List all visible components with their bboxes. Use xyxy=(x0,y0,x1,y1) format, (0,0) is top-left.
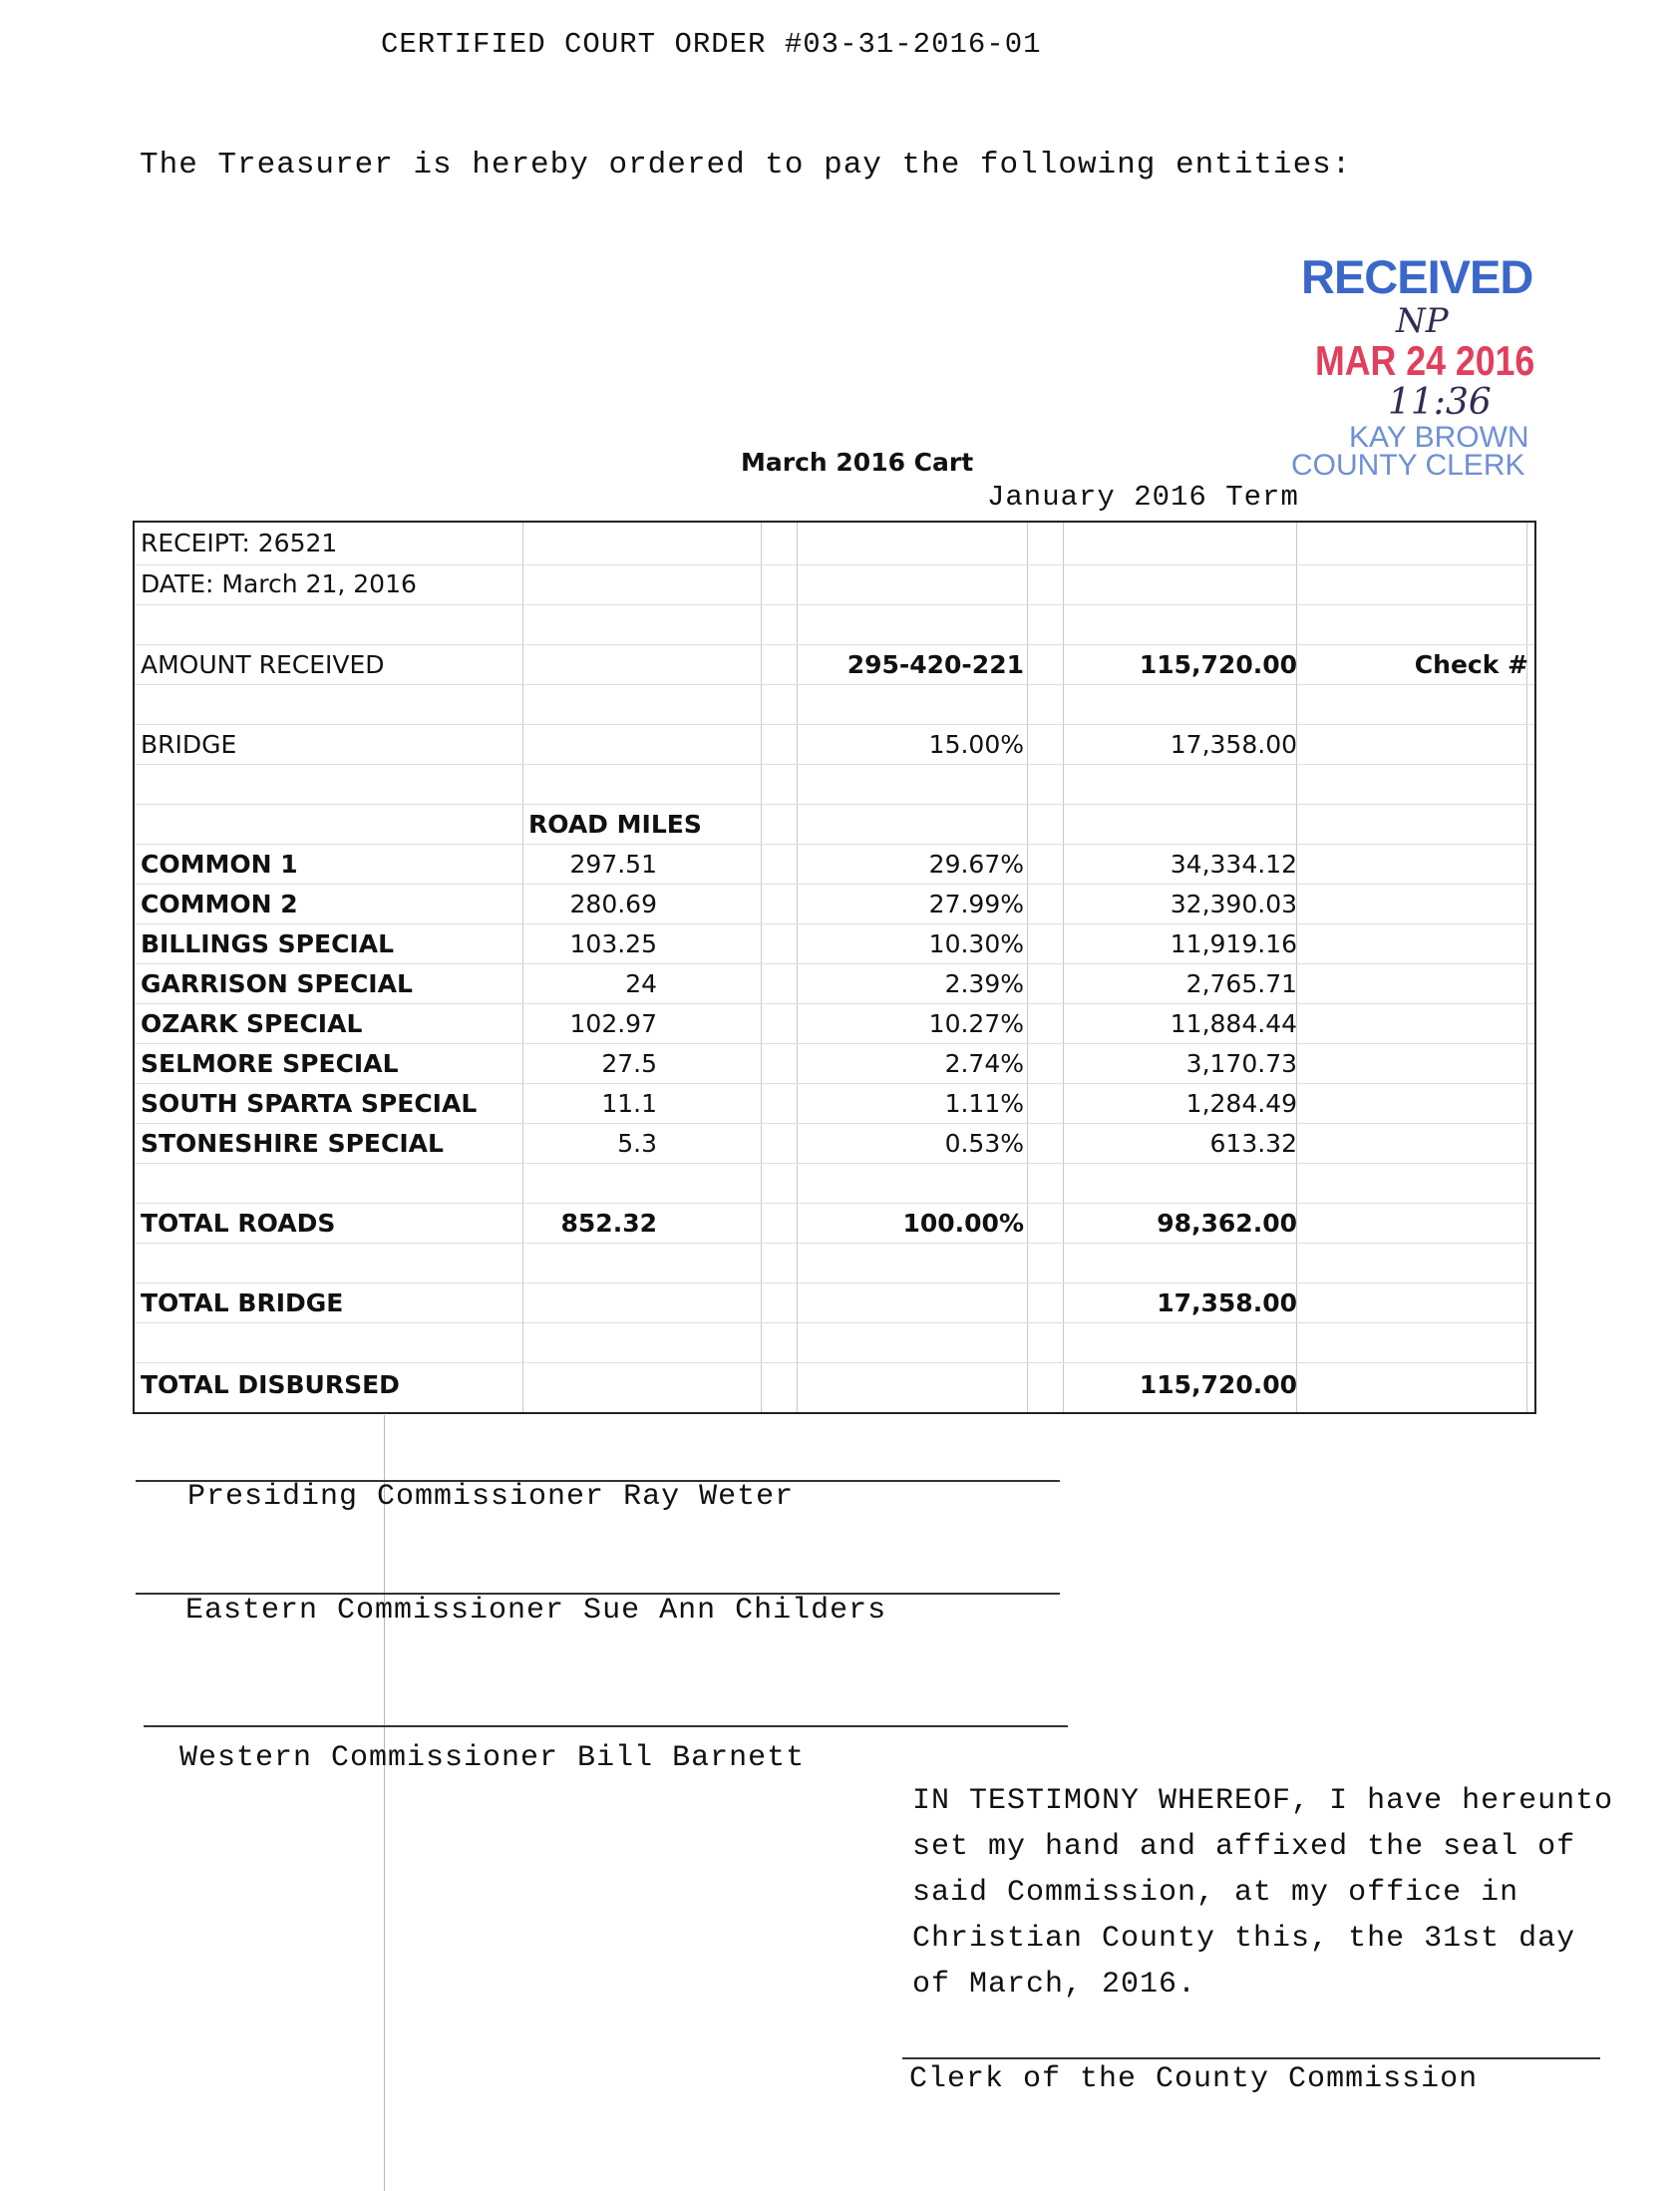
row-amount: 11,919.16 xyxy=(1170,929,1297,958)
testimony-line: set my hand and affixed the seal of xyxy=(912,1830,1576,1864)
row-label: SOUTH SPARTA SPECIAL xyxy=(141,1089,478,1118)
row-miles: 297.51 xyxy=(569,850,657,879)
account-number: 295-420-221 xyxy=(846,650,1024,679)
table-row xyxy=(135,1003,1534,1043)
table-row xyxy=(135,1123,1534,1163)
row-label: COMMON 1 xyxy=(141,850,298,879)
signature-presiding: Presiding Commissioner Ray Weter xyxy=(187,1480,795,1514)
date-label: DATE: March 21, 2016 xyxy=(141,569,417,598)
check-number-label: Check # xyxy=(1414,650,1528,679)
row-label: OZARK SPECIAL xyxy=(141,1009,363,1038)
testimony-line: IN TESTIMONY WHEREOF, I have hereunto xyxy=(912,1784,1614,1818)
table-row xyxy=(135,1043,1534,1083)
row-pct: 2.39% xyxy=(944,969,1024,998)
row-miles: 27.5 xyxy=(601,1049,657,1078)
road-miles-header-row xyxy=(135,804,1534,844)
table-row xyxy=(135,963,1534,1003)
row-label: GARRISON SPECIAL xyxy=(141,969,413,998)
term-label: January 2016 Term xyxy=(987,481,1299,514)
total-roads-label: TOTAL ROADS xyxy=(141,1209,336,1238)
stamp-initials: NP xyxy=(1396,301,1449,341)
row-label: COMMON 2 xyxy=(141,890,298,918)
row-miles: 103.25 xyxy=(569,929,657,958)
row-amount: 11,884.44 xyxy=(1170,1009,1297,1038)
total-disbursed-row xyxy=(135,1364,1534,1404)
testimony-paragraph xyxy=(912,1778,1670,2008)
scan-line-artifact xyxy=(384,1415,385,2191)
row-amount: 3,170.73 xyxy=(1185,1049,1297,1078)
bridge-pct: 15.00% xyxy=(928,730,1024,759)
row-amount: 34,334.12 xyxy=(1170,850,1297,879)
row-pct: 1.11% xyxy=(944,1089,1024,1118)
bridge-row xyxy=(135,724,1534,764)
road-miles-header: ROAD MILES xyxy=(528,810,702,839)
receipt-label: RECEIPT: 26521 xyxy=(141,529,338,557)
table-row xyxy=(135,923,1534,963)
intro-text: The Treasurer is hereby ordered to pay the following entities: xyxy=(140,148,1352,183)
row-pct: 27.99% xyxy=(928,890,1024,918)
testimony-line: Christian County this, the 31st day xyxy=(912,1922,1576,1956)
signature-western: Western Commissioner Bill Barnett xyxy=(179,1741,806,1775)
disbursement-table xyxy=(133,521,1536,1414)
amount-received-value: 115,720.00 xyxy=(1139,650,1297,679)
row-pct: 0.53% xyxy=(944,1129,1024,1158)
row-miles: 11.1 xyxy=(601,1089,657,1118)
signature-line xyxy=(144,1725,1068,1727)
date-row xyxy=(135,563,1534,603)
stamp-clerk-name: KAY BROWN xyxy=(1349,421,1529,454)
bridge-amount: 17,358.00 xyxy=(1170,730,1297,759)
table-row xyxy=(135,1083,1534,1123)
row-label: BILLINGS SPECIAL xyxy=(141,929,395,958)
total-roads-pct: 100.00% xyxy=(902,1209,1024,1238)
row-miles: 24 xyxy=(625,969,657,998)
row-pct: 10.30% xyxy=(928,929,1024,958)
total-roads-amount: 98,362.00 xyxy=(1157,1209,1297,1238)
testimony-line: of March, 2016. xyxy=(912,1968,1197,2002)
row-pct: 29.67% xyxy=(928,850,1024,879)
table-row xyxy=(135,844,1534,884)
order-title: CERTIFIED COURT ORDER #03-31-2016-01 xyxy=(381,28,1042,61)
bridge-label: BRIDGE xyxy=(141,730,237,759)
total-bridge-row xyxy=(135,1282,1534,1322)
row-label: SELMORE SPECIAL xyxy=(141,1049,399,1078)
clerk-signature-label: Clerk of the County Commission xyxy=(909,2062,1479,2096)
table-row xyxy=(135,884,1534,923)
total-bridge-label: TOTAL BRIDGE xyxy=(141,1288,344,1317)
amount-received-label: AMOUNT RECEIVED xyxy=(141,650,385,679)
row-pct: 2.74% xyxy=(944,1049,1024,1078)
row-amount: 613.32 xyxy=(1209,1129,1297,1158)
signature-eastern: Eastern Commissioner Sue Ann Childers xyxy=(185,1594,887,1628)
clerk-signature-line xyxy=(902,2057,1600,2059)
total-disbursed-amount: 115,720.00 xyxy=(1139,1370,1297,1399)
row-amount: 32,390.03 xyxy=(1170,890,1297,918)
total-roads-row xyxy=(135,1203,1534,1243)
row-miles: 280.69 xyxy=(569,890,657,918)
row-amount: 2,765.71 xyxy=(1185,969,1297,998)
row-amount: 1,284.49 xyxy=(1185,1089,1297,1118)
stamp-received: RECEIVED xyxy=(1301,250,1533,303)
row-miles: 5.3 xyxy=(617,1129,657,1158)
stamp-date: MAR 24 2016 xyxy=(1315,337,1535,384)
receipt-row xyxy=(135,523,1534,562)
total-roads-miles: 852.32 xyxy=(560,1209,657,1238)
cart-title: March 2016 Cart xyxy=(741,448,974,477)
amount-received-row xyxy=(135,644,1534,684)
total-disbursed-label: TOTAL DISBURSED xyxy=(141,1370,400,1399)
row-miles: 102.97 xyxy=(569,1009,657,1038)
stamp-clerk-title: COUNTY CLERK xyxy=(1291,449,1525,482)
stamp-time: 11:36 xyxy=(1388,382,1492,423)
testimony-line: said Commission, at my office in xyxy=(912,1876,1519,1910)
total-bridge-amount: 17,358.00 xyxy=(1157,1288,1297,1317)
row-pct: 10.27% xyxy=(928,1009,1024,1038)
row-label: STONESHIRE SPECIAL xyxy=(141,1129,444,1158)
